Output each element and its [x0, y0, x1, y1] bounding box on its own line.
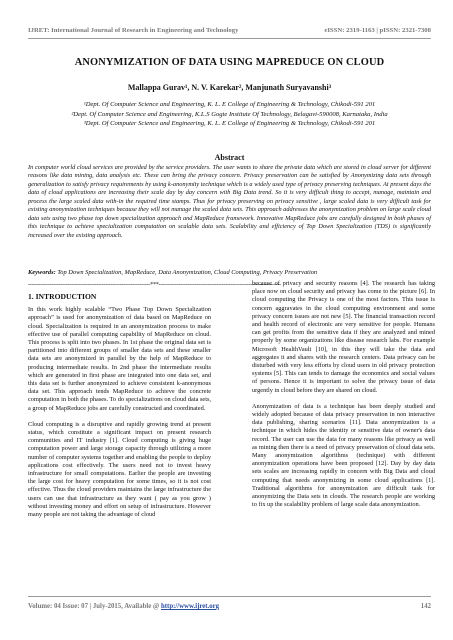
- footer-rule: [28, 596, 431, 597]
- left-column: [28, 293, 211, 527]
- section-heading-introduction: 1. INTRODUCTION: [28, 292, 97, 301]
- keywords: [28, 269, 431, 277]
- journal-name: IJRET: International Journal of Research in Engineering and Technology: [28, 27, 239, 34]
- issn: eISSN: 2319-1163 | pISSN: 2321-7308: [324, 27, 431, 34]
- abstract-heading: Abstract: [214, 153, 245, 162]
- page-number: 142: [420, 603, 431, 610]
- paragraph: Cloud computing is a disruptive and rapidly growing trend at present status, which constitute a significant impact on present research communities and IT industry [1]. Cloud computing is giving huge computation power and large storage capacity through utilizing a more number of computer systems together and enabling the people to deploy applications cost effectively. The users need not to invest heavy infrastructure for small computations. Earlier the people are investing the large cost for heavy computation for some times, so it is not cost effective. Thus the cloud providers maintains the large infrastructure the users can use that infrastructure as they want ( pay as you grow ) without investing money and effort on setup of infrastructure. However many people are not taking the advantage of cloud: [28, 420, 211, 519]
- affiliation-2: ²Dept. Of Computer Science and Engineering, K.L.S Gogte Institute Of Technology, Belagavi-590008, Karnataka, India: [71, 110, 388, 118]
- keywords-list: Top Down Specialization, MapReduce, Data Anonymization, Cloud Computing, Privacy Preservation: [57, 269, 318, 276]
- footer: [28, 603, 431, 610]
- section-separator: --------------------------------------------------------------------***--------------------------------------------------------------------: [28, 282, 281, 288]
- footer-volume-text: Volume: 04 Issue: 07 | July-2015, Available @: [28, 603, 160, 610]
- footer-volume: [28, 603, 219, 610]
- keywords-label: Keywords:: [28, 269, 56, 276]
- right-column: [252, 280, 435, 517]
- paragraph: In this work highly scalable “Two Phase Top Down Specialization approach” is used for anonymization of data based on MapReduce on cloud. Specialization is required in an anonymization process to make effective use of parallel computing capability of MapReduce on cloud. This process is split into two phases. In 1st phase the original data set is partitioned into different groups of smaller data sets and these smaller data sets are anonymized in parallel by the help of MapReduce to producing intermediate results. In 2nd phase the intermediate results which are generated in first phase are integrated into one data set, and this data set is further anonymized to achieve consistent k-anonymous data set. This approach tends MapReduce to achieve the concrete computation in both the phases. To do specializations on cloud data sets, a group of MapReduce jobs are carefully constructed and coordinated.: [28, 306, 211, 412]
- paragraph: Anonymization of data is a technique has been deeply studied and widely adopted because of data privacy preservation in non interactive data publishing, sharing scenarios [11]. Data anonymization is a technique in which hides the identity or sensitive data of owner's data record. The user can use the data for many reasons like privacy as well as mining then there is a need of privacy preservation of cloud data sets. Many anonymization algorithms (technique) with different anonymization operations have been proposed [12]. Day by day data sets scales are increasing rapidly in concern with Big Data and cloud computing that needs anonymizing in some cloud applications [1]. Traditional algorithms for anonymization are difficult task for anonymizing the Data sets in clouds. The research people are working to fix up the scalability problem of large scale data anonymization.: [252, 402, 435, 509]
- abstract-text: In computer world cloud services are provided by the service providers. The user wants to share the private data which are stored in cloud server for different reasons like data mining, data analysis etc. These can bring the privacy concern. Privacy preservation can be satisfied by Anonymizing data sets through generalization to satisfy privacy requirements by using k-anonymity technique which is a widely used type of privacy preserving techniques. At present days the data of cloud applications are increasing their scale day by day concern with Big Data trend. So it is very difficult thing to accept, manage, maintain and process the large scaled data with-in the required time stamps. Thus for privacy preserving on privacy sensitive , large scaled data is very difficult task for existing anonymization techniques because they will not manage the scaled data sets. This approach addresses the anonymization problem on large scale cloud data sets using two phase top down specialization approach and MapReduce framework. Innovative MapReduce jobs are carefully designed in both phases of this technique to achieve specialization computation on scalable data sets. Scalability and efficiency of Top Down Specialization (TDS) is significantly increased over the existing approach.: [28, 164, 431, 239]
- affiliation-1: ¹Dept. Of Computer Science and Engineering, K. L. E College of Engineering & Technology, Chikodi-591 201: [83, 101, 376, 108]
- authors: Mallappa Gurav¹, N. V. Karekar², Manjunath Suryavanshi³: [127, 83, 332, 92]
- affiliation-3: ³Dept. Of Computer Science and Engineering, K. L. E College of Engineering & Technology, Chikodi-591 201: [83, 120, 376, 128]
- running-header: [28, 27, 431, 34]
- header-rule: [28, 38, 431, 39]
- journal-link[interactable]: http://www.ijret.org: [161, 603, 220, 610]
- paragraph: because of privacy and security reasons [4]. The research has taking place now on cloud security and privacy has come to the picture [6]. In cloud computing the Privacy is one of the most factors. This issue is concern aggravates in the cloud computing environment and some privacy concern issues are not new [5]. The financial transaction record and health record of electronic are very sensitive for people. Humans can get profits from the sensitive data if they are analyzed and mined properly by some organizations like disease research labs. For example Microsoft HealthVault [10], in this they will take the data and aggregates it and shares with the research centers. Data privacy can be disturbed with very less efforts by cloud users in old privacy protection systems [5]. This can tends to damage the economics and social values of persons. Hence it is important to solve the privacy issue of data urgently in cloud before they are shared on cloud.: [252, 280, 435, 394]
- paper-title: ANONYMIZATION OF DATA USING MAPREDUCE ON CLOUD: [74, 57, 385, 68]
- affiliations: [28, 100, 431, 129]
